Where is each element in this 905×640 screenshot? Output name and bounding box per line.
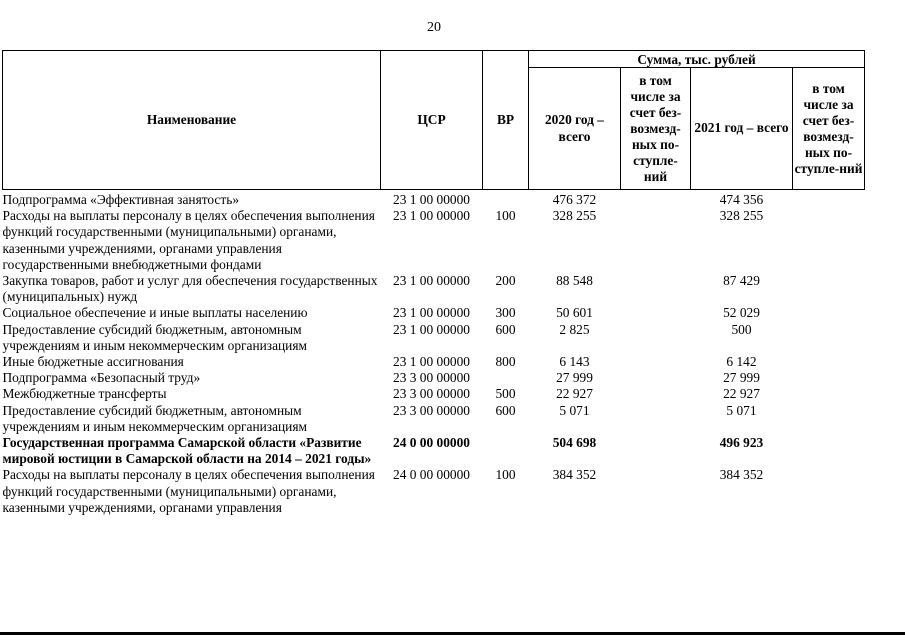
cell-vr: 500	[495, 386, 516, 402]
cell-2021-total: 27 999	[723, 370, 760, 386]
header-2021-total: 2021 год – всего	[691, 68, 793, 190]
cell-vr: 800	[495, 354, 516, 370]
cell-2021-total: 474 356	[719, 192, 764, 207]
cell-csr: 23 1 00 00000	[393, 192, 470, 207]
cell-2021-total: 6 142	[726, 354, 757, 370]
cell-csr: 23 1 00 00000	[393, 321, 470, 337]
cell-vr: 600	[495, 402, 516, 418]
cell-vr	[483, 190, 529, 209]
budget-table	[2, 50, 865, 516]
table-row	[3, 305, 865, 321]
cell-2021-total: 22 927	[723, 386, 760, 402]
cell-vr: 300	[495, 305, 516, 321]
table-row	[3, 208, 865, 273]
cell-2021-total: 52 029	[723, 305, 760, 321]
cell-2020-total: 2 825	[559, 321, 590, 337]
cell-2020-total: 384 352	[552, 467, 597, 483]
cell-name: Иные бюджетные ассигнования	[2, 354, 184, 370]
cell-name: Предоставление субсидий бюджетным, автономным учреждениям и иным некоммерческим организациям	[2, 402, 307, 434]
table-row	[3, 370, 865, 386]
cell-2020-total: 504 698	[552, 435, 597, 451]
header-csr: ЦСР	[381, 51, 483, 190]
bottom-rule	[0, 632, 905, 635]
cell-2021-total: 500	[731, 321, 752, 337]
cell-2021-total: 496 923	[719, 435, 764, 451]
header-2020-total: 2020 год – всего	[529, 68, 621, 190]
cell-csr: 23 1 00 00000	[393, 208, 470, 224]
cell-name: Предоставление субсидий бюджетным, автономным учреждениям и иным некоммерческим организациям	[2, 321, 307, 353]
cell-2021-incl	[793, 386, 865, 402]
cell-name: Закупка товаров, работ и услуг для обеспечения государственных (муниципальных) нужд	[2, 273, 378, 305]
cell-2020-incl	[621, 435, 691, 467]
cell-2020-total: 50 601	[556, 305, 593, 321]
header-sum: Сумма, тыс. рублей	[529, 51, 865, 68]
cell-2021-total: 5 071	[726, 402, 757, 418]
table-row	[3, 467, 865, 516]
cell-2020-incl	[621, 190, 691, 209]
header-vr: ВР	[483, 51, 529, 190]
cell-vr	[483, 435, 529, 467]
table-body	[3, 190, 865, 517]
header-2021-incl: в том числе за счет без-возмезд-ных по-ступле-ний	[793, 68, 865, 190]
cell-name: Межбюджетные трансферты	[2, 386, 167, 402]
cell-2021-incl	[793, 403, 865, 435]
cell-name: Социальное обеспечение и иные выплаты населению	[2, 305, 308, 321]
cell-name: Подпрограмма «Эффективная занятость»	[2, 192, 240, 207]
cell-2021-incl	[793, 322, 865, 354]
cell-2020-incl	[621, 370, 691, 386]
cell-2020-total: 88 548	[556, 273, 593, 289]
cell-2021-incl	[793, 273, 865, 305]
header-2020-incl: в том числе за счет без-возмезд-ных по-ступле-ний	[621, 68, 691, 190]
cell-csr: 24 0 00 00000	[393, 467, 470, 483]
table-row	[3, 435, 865, 467]
cell-2020-total: 27 999	[556, 370, 593, 386]
cell-2020-incl	[621, 467, 691, 516]
cell-2020-incl	[621, 322, 691, 354]
cell-2021-incl	[793, 467, 865, 516]
cell-vr	[483, 370, 529, 386]
cell-2021-incl	[793, 435, 865, 467]
header-name: Наименование	[3, 51, 381, 190]
cell-2020-total: 328 255	[552, 208, 597, 224]
cell-vr: 200	[495, 273, 516, 289]
cell-csr: 23 3 00 00000	[393, 402, 470, 418]
table-row	[3, 322, 865, 354]
cell-2020-incl	[621, 305, 691, 321]
cell-csr: 23 3 00 00000	[393, 370, 470, 386]
cell-vr: 100	[495, 467, 516, 483]
cell-2020-total: 22 927	[556, 386, 593, 402]
cell-2021-total: 87 429	[723, 273, 760, 289]
cell-vr: 600	[495, 321, 516, 337]
cell-2020-incl	[621, 273, 691, 305]
cell-name: Расходы на выплаты персоналу в целях обеспечения выполнения функций государственными (муниципальными) органами, казенными учреждениями, органами управления	[2, 467, 375, 515]
cell-2020-incl	[621, 403, 691, 435]
cell-2021-incl	[793, 305, 865, 321]
cell-2020-incl	[621, 386, 691, 402]
cell-name: Расходы на выплаты персоналу в целях обеспечения выполнения функций государственными (муниципальными) органами, казенными учреждениями, органами управления государственными внебюджетными фондами	[2, 208, 375, 272]
page-number: 20	[427, 20, 441, 35]
table-row	[3, 190, 865, 209]
cell-2020-total: 476 372	[552, 192, 597, 207]
table-header	[3, 51, 865, 190]
cell-2021-incl	[793, 208, 865, 273]
cell-2021-incl	[793, 190, 865, 209]
cell-csr: 23 1 00 00000	[393, 273, 470, 289]
cell-vr: 100	[495, 208, 516, 224]
table-row	[3, 354, 865, 370]
cell-csr: 24 0 00 00000	[393, 435, 470, 451]
cell-2020-total: 5 071	[559, 402, 590, 418]
cell-csr: 23 3 00 00000	[393, 386, 470, 402]
cell-name: Государственная программа Самарской области «Развитие мировой юстиции в Самарской области на 2014 – 2021 годы»	[2, 435, 372, 467]
cell-2021-incl	[793, 370, 865, 386]
cell-2021-total: 328 255	[719, 208, 764, 224]
cell-csr: 23 1 00 00000	[393, 354, 470, 370]
cell-csr: 23 1 00 00000	[393, 305, 470, 321]
cell-name: Подпрограмма «Безопасный труд»	[2, 370, 201, 386]
cell-2021-incl	[793, 354, 865, 370]
table-row	[3, 403, 865, 435]
table-row	[3, 273, 865, 305]
cell-2020-total: 6 143	[559, 354, 590, 370]
cell-2020-incl	[621, 208, 691, 273]
cell-2021-total: 384 352	[719, 467, 764, 483]
table-row	[3, 386, 865, 402]
cell-2020-incl	[621, 354, 691, 370]
